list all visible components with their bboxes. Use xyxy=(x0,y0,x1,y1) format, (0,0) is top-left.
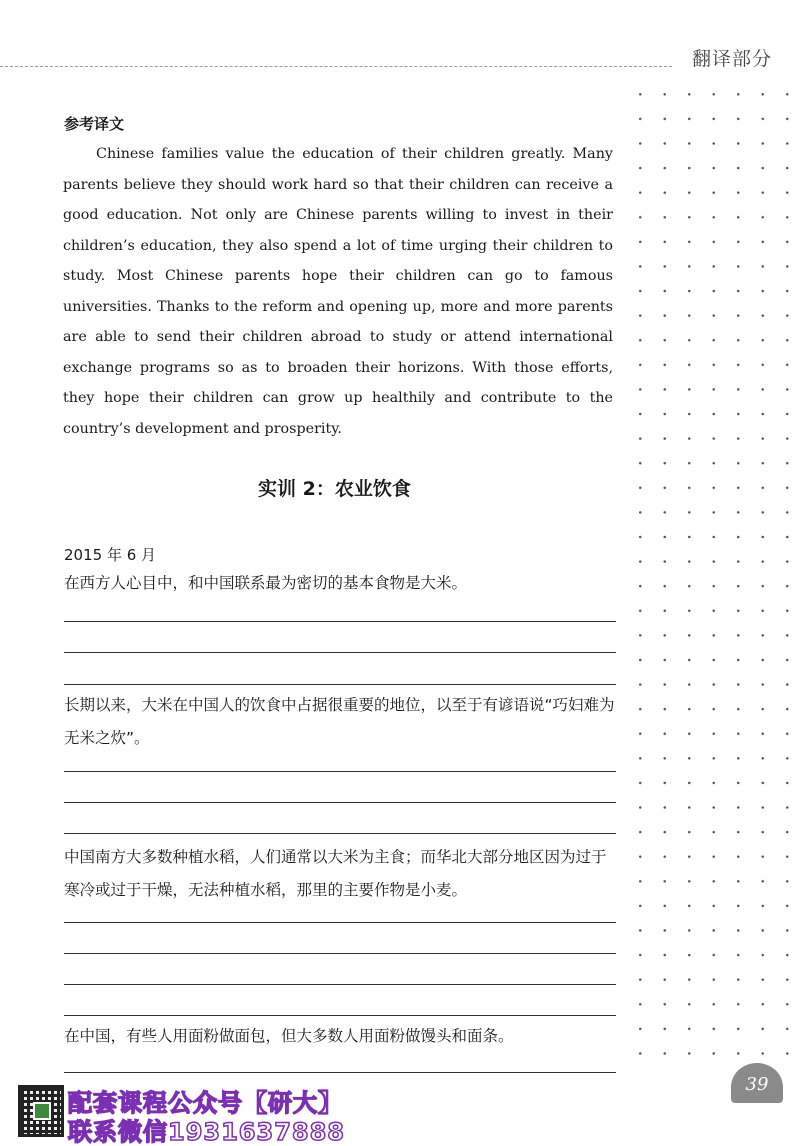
answer-line[interactable] xyxy=(64,1015,616,1016)
watermark-line-2: 联系微信1931637888 xyxy=(68,1118,345,1146)
watermark xyxy=(18,1083,438,1146)
answer-line[interactable] xyxy=(64,953,616,954)
question-3: 中国南方大多数种植水稻，人们通常以大米为主食；而华北大部分地区因为过于寒冷或过于干燥，无法种植水稻，那里的主要作物是小麦。 xyxy=(64,848,607,899)
question-4: 在中国，有些人用面粉做面包，但大多数人用面粉做馒头和面条。 xyxy=(64,1027,514,1045)
answer-line[interactable] xyxy=(64,771,616,772)
question-2: 长期以来，大米在中国人的饮食中占据很重要的地位，以至于有谚语说“巧妇难为无米之炊”。 xyxy=(64,696,615,747)
answer-line[interactable] xyxy=(64,684,616,685)
answer-line[interactable] xyxy=(64,833,616,834)
dot-grid-notes-area xyxy=(628,82,800,1062)
header-section-title: 翻译部分 xyxy=(692,48,773,70)
answer-line[interactable] xyxy=(64,1072,616,1073)
reference-heading: 参考译文 xyxy=(64,115,125,133)
answer-line[interactable] xyxy=(64,621,616,622)
page-number: 39 xyxy=(731,1063,783,1103)
question-1: 在西方人心目中，和中国联系最为密切的基本食物是大米。 xyxy=(64,574,468,592)
exam-date: 2015 年 6 月 xyxy=(64,546,157,564)
answer-line[interactable] xyxy=(64,652,616,653)
answer-line[interactable] xyxy=(64,984,616,985)
reference-translation-body: Chinese families value the education of their children greatly. Many parents believe they should work hard so that their children can receive a good education. Not only are Chinese parents willing to invest in their children’s education, they also spend a lot of time urging their children to study. Most Chinese parents hope their children can go to famous universities. Thanks to the reform and opening up, more and more parents are able to send their children abroad to study or attend international exchange programs so as to broaden their horizons. With those efforts, they hope their children can grow up healthily and contribute to the country’s development and prosperity. xyxy=(63,146,613,437)
header-rule xyxy=(0,66,672,67)
watermark-line-1: 配套课程公众号【研大】 xyxy=(68,1089,343,1117)
answer-line[interactable] xyxy=(64,802,616,803)
answer-line[interactable] xyxy=(64,922,616,923)
section-title: 实训 2：农业饮食 xyxy=(258,478,411,500)
qr-code-icon xyxy=(18,1085,64,1137)
